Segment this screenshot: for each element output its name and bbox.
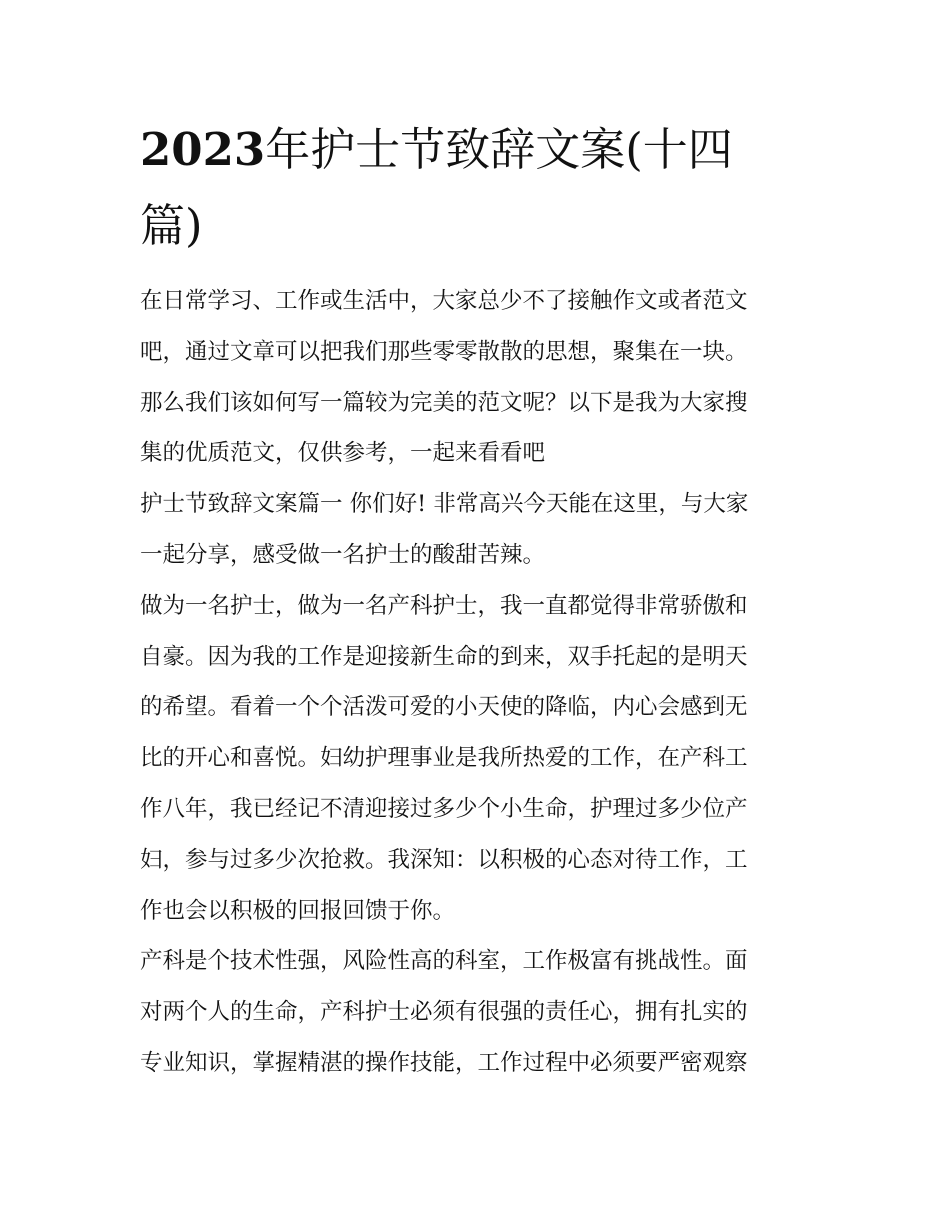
document-body	[140, 276, 820, 1089]
text-line: 吧，通过文章可以把我们那些零零散散的思想，聚集在一块。	[140, 338, 748, 365]
text-line: 作八年，我已经记不清迎接过多少个小生命，护理过多少位产	[140, 795, 748, 822]
title-year: 2023	[140, 123, 266, 176]
text-line: 做为一名护士，做为一名产科护士，我一直都觉得非常骄傲和	[140, 592, 748, 619]
paragraph-obstetrics	[140, 936, 820, 1088]
text-line: 自豪。因为我的工作是迎接新生命的到来，双手托起的是明天	[140, 643, 748, 670]
text-line: 的希望。看着一个个活泼可爱的小天使的降临，内心会感到无	[140, 694, 748, 721]
document-title	[140, 112, 820, 264]
text-line: 集的优质范文，仅供参考，一起来看看吧	[140, 440, 546, 467]
text-line: 产科是个技术性强，风险性高的科室，工作极富有挑战性。面	[140, 948, 748, 975]
title-text-line1: 年护士节致辞文案(十四	[265, 123, 733, 176]
text-line: 在日常学习、工作或生活中，大家总少不了接触作文或者范文	[140, 288, 748, 314]
text-line: 护士节致辞文案篇一 你们好! 非常高兴今天能在这里，与大家	[140, 491, 749, 518]
text-line: 那么我们该如何写一篇较为完美的范文呢？以下是我为大家搜	[140, 389, 748, 416]
paragraph-pride	[140, 581, 820, 937]
paragraph-intro	[140, 276, 820, 479]
paragraph-greeting	[140, 479, 820, 581]
title-text-line2: 篇)	[140, 199, 203, 252]
text-line: 一起分享，感受做一名护士的酸甜苦辣。	[140, 541, 546, 568]
text-line: 作也会以积极的回报回馈于你。	[140, 897, 456, 924]
text-line: 妇，参与过多少次抢救。我深知：以积极的心态对待工作，工	[140, 846, 748, 873]
text-line: 专业知识，掌握精湛的操作技能，工作过程中必须要严密观察	[140, 1049, 748, 1076]
text-line: 比的开心和喜悦。妇幼护理事业是我所热爱的工作，在产科工	[140, 745, 748, 772]
text-line: 对两个人的生命，产科护士必须有很强的责任心，拥有扎实的	[140, 999, 748, 1026]
